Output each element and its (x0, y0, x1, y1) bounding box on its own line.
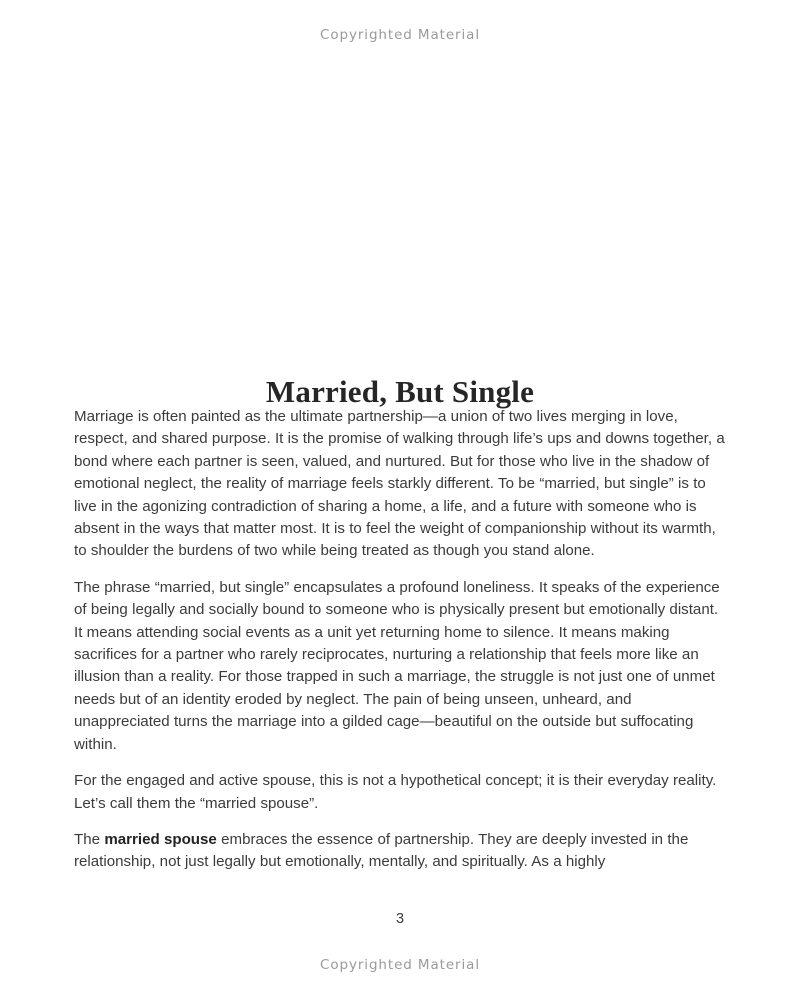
body-paragraph-2: The phrase “married, but single” encapsulates a profound loneliness. It speaks of the experience of being legally and socially bound to someone who is physically present but emotionally distant. It means attending social events as a unit yet returning home to silence. It means making sacrifices for a partner who rarely reciprocates, nurturing a relationship that feels more like an illusion than a reality. For those trapped in such a marriage, the struggle is not just one of unmet needs but of an identity eroded by neglect. The pain of being unseen, unheard, and unappreciated turns the marriage into a gilded cage—beautiful on the outside but suffocating within. (74, 578, 720, 753)
chapter-title: Married, But Single (265, 373, 535, 409)
copyright-watermark-bottom: Copyrighted Material (320, 957, 480, 973)
body-paragraph-3: For the engaged and active spouse, this is not a hypothetical concept; it is their everyday reality. Let’s call them the “married spouse”. (74, 772, 717, 812)
body-paragraph-1: Marriage is often painted as the ultimate partnership—a union of two lives merging in love, respect, and shared purpose. It is the promise of walking through life’s ups and downs together, a bond where each partner is seen, valued, and nurtured. But for those who live in the shadow of emotional neglect, the reality of marriage feels starkly different. To be “married, but single” is to live in the agonizing contradiction of sharing a home, a life, and a future with someone who is absent in the ways that matter most. It is to feel the weight of companionship without its warmth, to shoulder the burdens of two while being treated as though you stand alone. (74, 408, 725, 560)
paragraph-4-lead-text: The (74, 830, 105, 848)
body-paragraph-4 (74, 829, 728, 874)
paragraph-4-tail-text: embraces the essence of partnership. They are deeply invested in the relationship, not just legally but emotionally, mentally, and spiritually. As a highly (74, 830, 689, 871)
copyright-watermark-top: Copyrighted Material (320, 27, 480, 43)
body-text-column (74, 406, 728, 874)
page-number: 3 (395, 911, 405, 927)
married-spouse-bold-term: married spouse (104, 830, 217, 848)
